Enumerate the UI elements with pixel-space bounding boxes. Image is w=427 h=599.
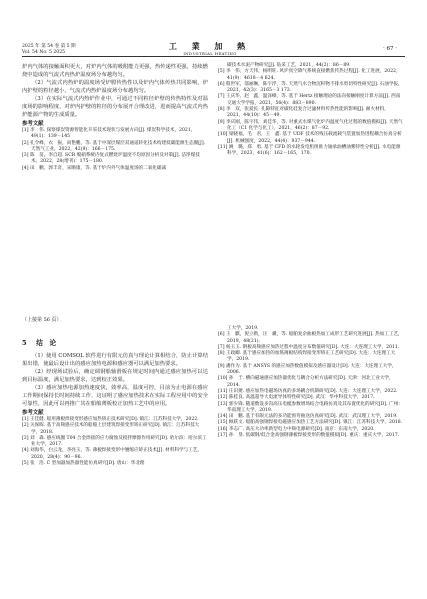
reference-item: [2] 关保晖. 基于高频感应技术的船舶上层建筑焊接变形矫正研究[D]. 镇江：江苏科技大学，2018.: [22, 423, 200, 435]
section-number: 5: [22, 339, 27, 347]
reference-item: [16] 李志广. 高压大功率新型电力中频电源研究[D]. 南京：东南大学，2020.: [218, 426, 375, 432]
reference-item: [2] 孔令峰，衣 振，尚艳鹏，等. 基于中深层煤层双通道转化技术构建低碳能源生态圈[J]. 天然气工业，2022，42(9)：166－175.: [22, 140, 206, 152]
section-heading: [22, 338, 208, 348]
reference-continuation: 碳技术水泥产物研究[J]. 钻采工艺，2021，44(2)：86－89.: [227, 63, 351, 68]
body-paragraph: （2）经现场试验后，确定调钢船轴滑板在规定时间内通过感应加热可以达到目标温度，满足加热要求，达到校正效果。: [22, 369, 208, 383]
reference-item: [7] 王庆华，赵 鑫，温泽峰，等. 基于 Hertz 接触理论的法向接触刚度计算方法[J]. 西南交通大学学报，2021，56(4)：883－890.: [218, 94, 401, 106]
reference-item: [13] 郭少锋. 随道数设多沟高压电缆参数增场结合电路仿真及其布置优化的研究[D]. 广州：华南理工大学，2019.: [218, 401, 403, 413]
reference-item: [12] 陈桂良. 高温超导大电流导体特性研究[D]. 武汉：华中科技大学，2017.: [218, 395, 375, 401]
issue-line-en: Vol. 54 No. 5 2025: [22, 50, 66, 55]
reference-item: [6] 王 麒，倪立勋，汪 骥，等. 船舶复杂曲板热加工成形工艺研究进展[J]. 热加工工艺，2019，48(21).: [218, 332, 403, 344]
body-paragraph: 炉内气体的接触面积更大，对炉内气体的吸附能力更强，热传递性更强，持续燃烧中造成的气流式内热炉温度场分布越均匀。: [22, 64, 208, 78]
issue-line-cn: 2025 年 第 54 卷 第 5 期: [22, 44, 76, 49]
reference-item: [9] 潘作为. 基于 ANSYS 的感应加热数值模拟及感应器设计[D]. 大连：大连理工大学，2006.: [218, 363, 397, 376]
left-column-bottom: [22, 326, 208, 467]
reference-item: [15] 顾跃文. 船舶高强钢焊接电磁感应加热工艺方法研究[D]. 镇江：江苏科技大学，2018.: [218, 420, 403, 426]
references-heading: 参考文献: [22, 121, 44, 127]
reference-item: [3] 陈 苗，李自超. SCR 脱硝系统内复式燃烧炉温度不均原因分析及对策[J]. 洁净煤技术，2022，28(增刊)：175－180.: [22, 153, 200, 165]
journal-title-cn: 工 業 加 熱: [168, 41, 252, 51]
reference-item: [10] 孙 于. 横向磁通感应加热器优化与耦合分析方法研究[D]. 天津：河北工业大学，2014.: [218, 376, 394, 388]
section-title: 结 论: [36, 339, 57, 347]
references-heading: 参考文献: [22, 410, 44, 416]
journal-title-en: INDUSTRIAL HEATING: [183, 51, 237, 56]
reference-item: [1] 王佳健. 船用薄板焊接变形感应加热矫正技术研究[D]. 镇江：江苏科技大学，2022.: [22, 417, 199, 422]
reference-item: [10] 梁晓福，毛 君，王 鑫. 基于 UDF 技术的残压载流载气装置加热进程耦合仿真分析[J]. 机械强度，2022，44(4)：937－944.: [218, 132, 402, 144]
right-column-top: [218, 63, 404, 157]
reference-item: [4] 田 鹏，郭丰奇，宋顺康，等. 基于炉内外气体温度场的二氧化碳减: [22, 165, 167, 171]
reference-item: [5] 李 伟，方天伟，杨明旺. 风炉真空降气系统直接燃焦传热过程[J]. 化工进展，2022，41(9)：4618－4 624.: [218, 69, 401, 81]
body-paragraph: （1）使用 COMSOL 软件进行有限元仿真与理论计算相结合，防止计算结果出错，使最后设计出的感应加热电源和感应器可以满足加热要求。: [22, 353, 208, 367]
reference-item: [5] 张 浩. C 型加器加热器性能仿真研究[D]. 唐山：华北理: [22, 461, 145, 467]
continuation-note: （上接第 56 页）: [22, 317, 62, 323]
reference-item: [3] 刘 森. 感应线圈 T04 合金焊接的应力腐蚀及搅拌摩擦作用研究[D]. 哈尔滨：哈尔滨工业大学，2017.: [22, 435, 207, 448]
reference-item: [8] 王政卿. 基于感应加热的加筋薄板结构焊接变形矫正工艺研究[D]. 大连：大连理工大学，2019.: [218, 351, 396, 363]
reference-continuation: 工大学，2019.: [227, 326, 259, 331]
right-column-bottom: [218, 326, 404, 439]
page-number: · 67 ·: [383, 46, 397, 52]
issue-info: [22, 44, 76, 56]
reference-item: [6] 殷世军，邬丽琳，陈宇浮，等. 天然气水合物沉积物不排水剪切特性研究[J]. 石油学报，2021，42(3)：3165－3 173.: [218, 81, 403, 94]
header-rule: [22, 56, 405, 57]
reference-item: [11] 姚 璐，郑 勇. 基于 CFD 的水轮发电机组推力轴承油槽油雾特性分析[J]. 水电能源科学，2023，41(6)：162－165，170.: [218, 144, 401, 157]
reference-item: [8] 李 双，张爱民. 孔隙特征对碳化硅复合过滤材料传热性能的影响[J]. 耐火材料，2021，44(10)：45－49.: [218, 107, 389, 119]
reference-item: [7] 杨玉玉. 钢板高频感应加热过程中温度分布数值研究[D]. 大连：大连理工大学，2011.: [218, 344, 400, 350]
reference-item: [11] 庄识捷. 感应加热电磁场仿真的多场耦合机制研究[D]. 大连：大连理工大学，2022.: [218, 388, 398, 394]
reference-item: [17] 孙 垦. 低碳钢/低合金高强钢薄板焊接变形的数值模拟[D]. 重庆：重庆大学，2017.: [218, 433, 400, 439]
reference-item: [9] 李庆刚，陈宇伟，刘佳华，等. 对重式水煤气化炉内温度气化过程的数值模拟[J]. 天然气化工（C1 化学与化工），2021，46(2)：87－92.: [218, 119, 403, 131]
reference-item: [1] 李 伟. 探察煤炭资源智能化开采技术现状与发展方向[J]. 煤炭科学技术，2021，49(1)：139－145: [22, 128, 196, 140]
left-column-top: [22, 63, 208, 172]
reference-item: [4] 刘海华，白云龙，李亮玉，等. 薄板焊接变形中翘缩应矫正技术[J]. 材料科学与工艺，2020，28(4)：90－96.: [22, 448, 203, 460]
body-paragraph: （3）在实际气流式内热炉作业中，可通过不同粒径炉壁的传热特性及对温度场的影响程度，对炉内护壁的粒径的分布展开合理改进，进而提高气流式内热炉能源产物的生成质量。: [22, 96, 208, 118]
journal-masthead: [150, 42, 270, 56]
reference-item: [14] 田 鹏. 基于有限元法的多功能预弯抽送仿真研究[D]. 武汉：武汉理工大学，2019.: [218, 414, 398, 420]
body-paragraph: （2）气流式内热炉的温度场受炉膛传热性以及炉内气体传热共同影响，炉内护壁的粒径越小，气流式内热炉温度场分布越均匀。: [22, 80, 208, 94]
body-paragraph: （3）感应加热电源加热速度快，效率高，温度可控，目前为止电源在感应工作期间保持长时间持续工作，这证明了感应加热技术在实际工程应用中的安全可靠性，因此可以再推广其在船舶薄板校正加热工艺中的应用。: [22, 385, 208, 407]
